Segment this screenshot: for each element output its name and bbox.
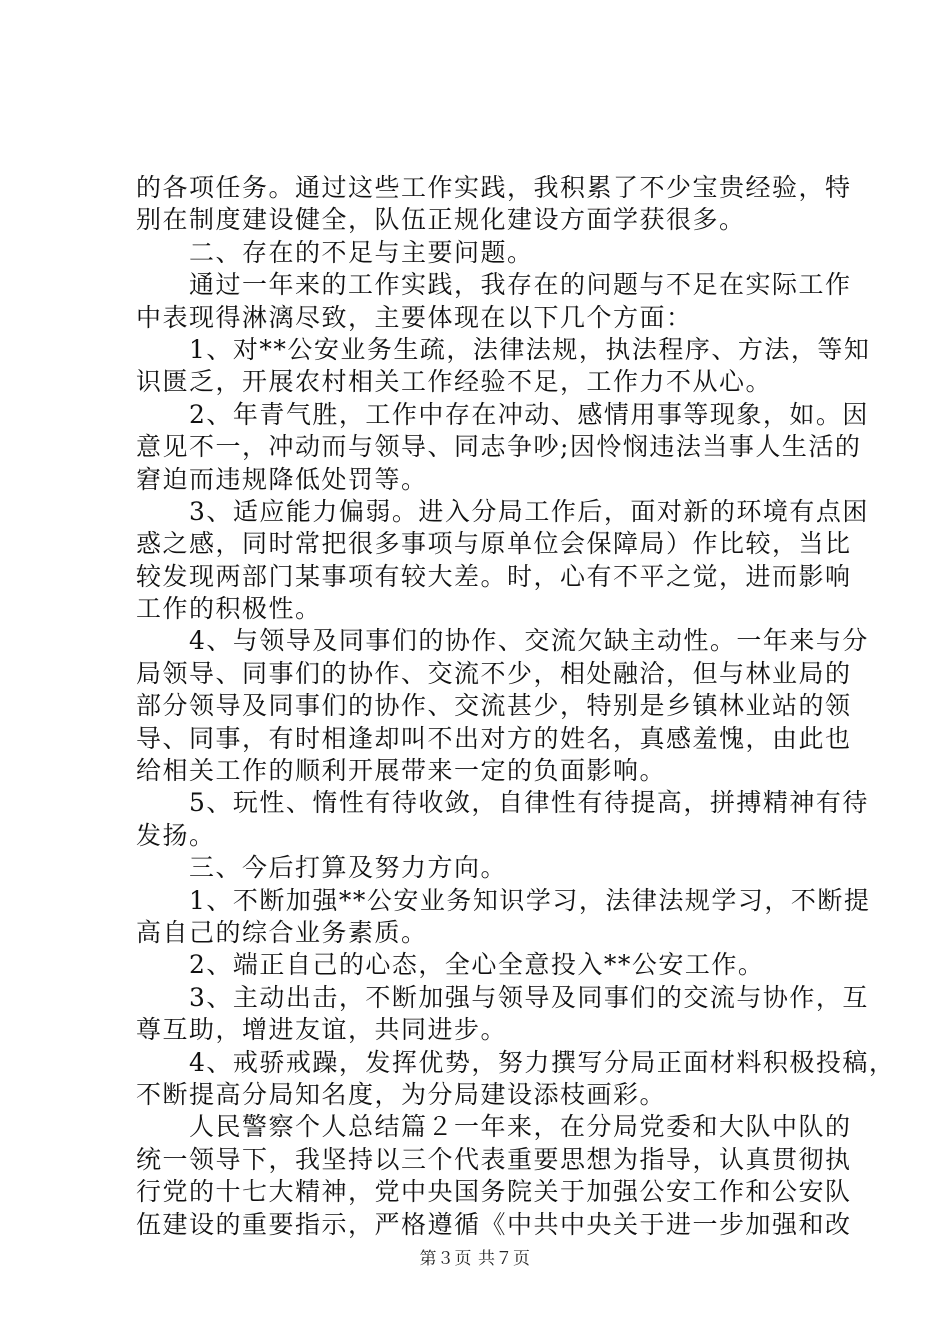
text-line: 导、同事，有时相逢却叫不出对方的姓名，真感羞愧，由此也 [136, 723, 852, 753]
text-line: 5、玩性、惰性有待收敛，自律性有待提高，拼搏精神有待 [136, 788, 869, 818]
text-line: 窘迫而违规降低处罚等。 [136, 464, 428, 494]
text-line: 工作的积极性。 [136, 594, 322, 624]
text-line: 2、年青气胜，工作中存在冲动、感情用事等现象，如。因 [136, 399, 869, 429]
text-line: 发扬。 [136, 820, 216, 850]
text-line: 意见不一，冲动而与领导、同志争吵;因怜悯违法当事人生活的 [136, 432, 862, 462]
text-line: 2、端正自己的心态，全心全意投入**公安工作。 [136, 950, 765, 980]
text-line: 给相关工作的顺利开展带来一定的负面影响。 [136, 756, 667, 786]
text-line: 二、存在的不足与主要问题。 [136, 237, 534, 267]
page-footer: 第３页 共７页 [419, 1249, 531, 1269]
text-line: 较发现两部门某事项有较大差。时，心有不平之觉，进而影响 [136, 561, 852, 591]
text-line: 3、适应能力偏弱。进入分局工作后，面对新的环境有点困 [136, 496, 869, 526]
text-line: 部分领导及同事们的协作、交流甚少，特别是乡镇林业站的领 [136, 691, 852, 721]
text-line: 三、今后打算及努力方向。 [136, 853, 508, 883]
text-line: 尊互助，增进友谊，共同进步。 [136, 1015, 508, 1045]
text-line: 伍建设的重要指示，严格遵循《中共中央关于进一步加强和改 [136, 1209, 852, 1239]
text-line: 1、不断加强**公安业务知识学习，法律法规学习，不断提 [136, 885, 871, 915]
text-line: 4、戒骄戒躁，发挥优势，努力撰写分局正面材料积极投稿， [136, 1047, 896, 1077]
text-line: 局领导、同事们的协作、交流不少，相处融洽，但与林业局的 [136, 658, 852, 688]
text-line: 统一领导下，我坚持以三个代表重要思想为指导，认真贯彻执 [136, 1144, 852, 1174]
text-line: 1、对**公安业务生疏，法律法规，执法程序、方法，等知 [136, 334, 871, 364]
text-line: 识匮乏，开展农村相关工作经验不足，工作力不从心。 [136, 367, 773, 397]
text-line: 惑之感，同时常把很多事项与原单位会保障局）作比较，当比 [136, 529, 852, 559]
text-line: 行党的十七大精神，党中央国务院关于加强公安工作和公安队 [136, 1177, 852, 1207]
text-line: 3、主动出击，不断加强与领导及同事们的交流与协作，互 [136, 982, 869, 1012]
text-line: 中表现得淋漓尽致，主要体现在以下几个方面： [136, 302, 693, 332]
text-line: 不断提高分局知名度，为分局建设添枝画彩。 [136, 1079, 667, 1109]
text-line: 人民警察个人总结篇２一年来，在分局党委和大队中队的 [136, 1112, 852, 1142]
text-line: 4、与领导及同事们的协作、交流欠缺主动性。一年来与分 [136, 626, 869, 656]
document-body [136, 172, 896, 1241]
text-line: 高自己的综合业务素质。 [136, 917, 428, 947]
text-line: 通过一年来的工作实践，我存在的问题与不足在实际工作 [136, 270, 852, 300]
text-line: 的各项任务。通过这些工作实践，我积累了不少宝贵经验，特 [136, 173, 852, 202]
text-line: 别在制度建设健全，队伍正规化建设方面学获很多。 [136, 205, 746, 235]
